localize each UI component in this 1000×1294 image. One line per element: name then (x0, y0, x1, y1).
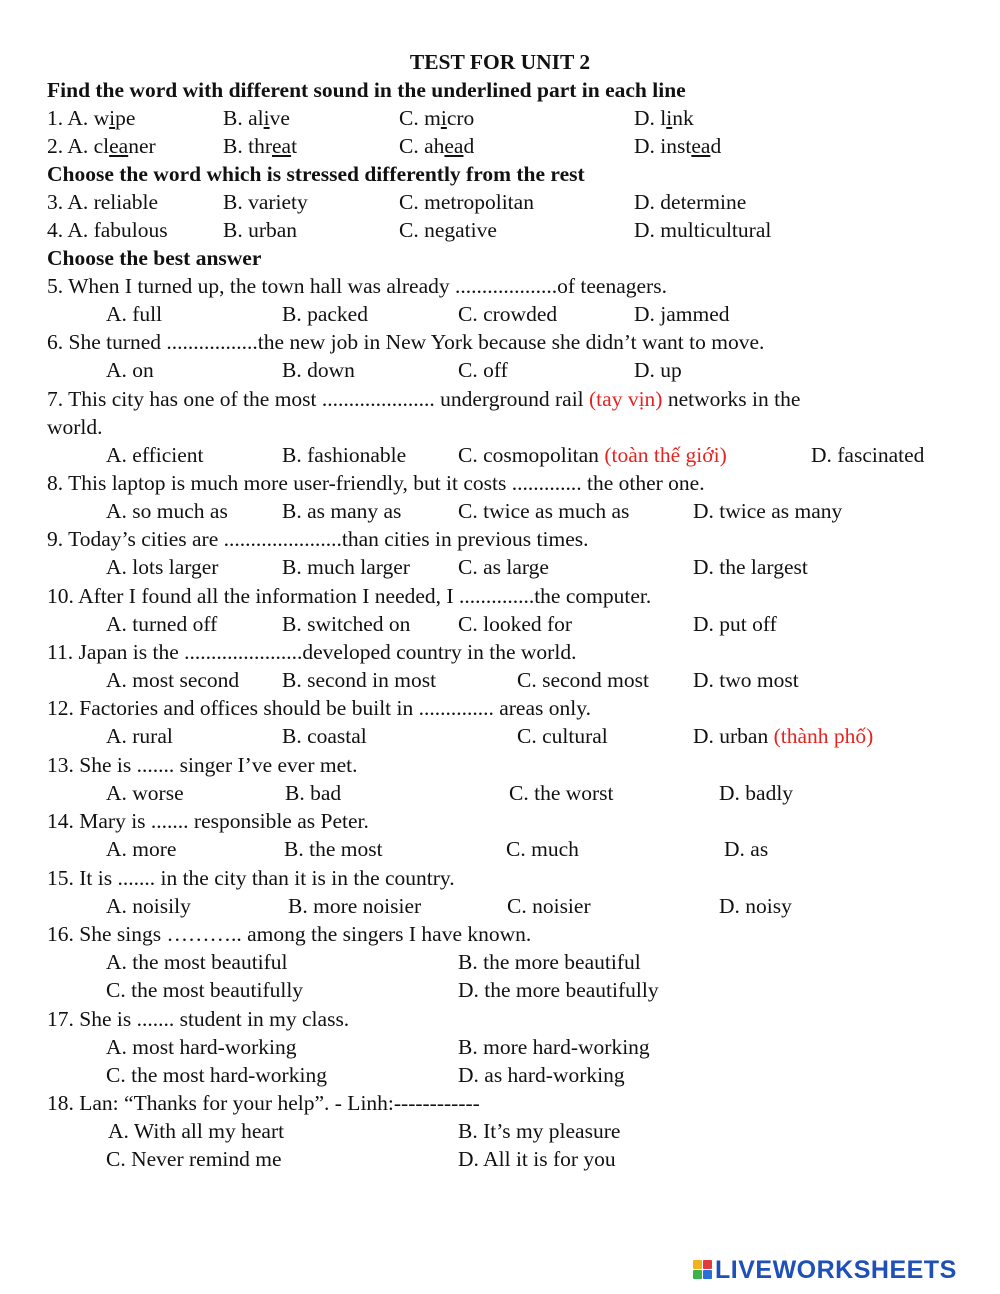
section-heading-stress: Choose the word which is stressed differently from the rest (47, 162, 585, 186)
q2-b-underlined: ea (271, 134, 292, 158)
q7-stem-line2: world. (47, 415, 103, 439)
liveworksheets-logo (693, 1255, 993, 1285)
q14-option-c[interactable]: C. much (506, 837, 579, 861)
q6-option-b[interactable]: B. down (282, 358, 355, 382)
q7-option-b[interactable]: B. fashionable (282, 443, 407, 467)
q7-stem (47, 385, 800, 413)
q9-option-a[interactable]: A. lots larger (106, 555, 219, 579)
q5-option-c[interactable]: C. crowded (458, 302, 558, 326)
q15-stem: 15. It is ....... in the city than it is in the country. (47, 866, 455, 890)
q11-option-d[interactable]: D. two most (693, 668, 799, 692)
q6-option-a[interactable]: A. on (106, 358, 154, 382)
q5-option-a[interactable]: A. full (106, 302, 163, 326)
q2-option-b[interactable] (223, 132, 297, 160)
q7-annotation-rail: (tay vịn) (589, 387, 663, 411)
q15-option-a[interactable]: A. noisily (106, 894, 191, 918)
q17-option-a[interactable]: A. most hard-working (106, 1035, 297, 1059)
q16-option-b[interactable]: B. the more beautiful (458, 950, 641, 974)
q2-c-rest: d (463, 134, 475, 158)
q14-option-b[interactable]: B. the most (284, 837, 383, 861)
q12-option-d[interactable] (693, 722, 873, 750)
q10-option-a[interactable]: A. turned off (106, 612, 218, 636)
q6-option-d[interactable]: D. up (634, 358, 682, 382)
q5-option-d[interactable]: D. jammed (634, 302, 730, 326)
q7-annotation-cosmopolitan: (toàn thế giới) (604, 443, 727, 467)
q1-c-prefix: C. m (399, 106, 441, 130)
q15-option-d[interactable]: D. noisy (719, 894, 792, 918)
q13-option-c[interactable]: C. the worst (509, 781, 614, 805)
q17-option-b[interactable]: B. more hard-working (458, 1035, 650, 1059)
q14-option-a[interactable]: A. more (106, 837, 177, 861)
q6-stem: 6. She turned .................the new job in New York because she didn’t want to move. (47, 330, 765, 354)
q18-option-b[interactable]: B. It’s my pleasure (458, 1119, 621, 1143)
q13-option-b[interactable]: B. bad (285, 781, 342, 805)
q7-option-c-label: C. cosmopolitan (458, 443, 599, 467)
q11-option-c[interactable]: C. second most (517, 668, 649, 692)
logo-cubes-icon (693, 1260, 713, 1280)
q1-d-underlined: i (666, 106, 673, 130)
q10-option-c[interactable]: C. looked for (458, 612, 573, 636)
q3-option-b[interactable]: B. variety (223, 190, 308, 214)
q1-option-b[interactable] (223, 104, 290, 132)
q7-option-a[interactable]: A. efficient (106, 443, 204, 467)
logo-text: LIVEWORKSHEETS (715, 1256, 957, 1284)
section-heading-best-answer: Choose the best answer (47, 246, 262, 270)
q13-stem: 13. She is ....... singer I’ve ever met. (47, 753, 358, 777)
q11-option-b[interactable]: B. second in most (282, 668, 437, 692)
q11-option-a[interactable]: A. most second (106, 668, 240, 692)
q2-b-rest: t (291, 134, 298, 158)
q4-option-d[interactable]: D. multicultural (634, 218, 772, 242)
q10-option-d[interactable]: D. put off (693, 612, 777, 636)
q7-stem-end: networks in the (667, 387, 801, 411)
q1-b-rest: ve (269, 106, 290, 130)
q2-a-rest: ner (128, 134, 156, 158)
q9-stem: 9. Today’s cities are ......................than cities in previous times. (47, 527, 589, 551)
q7-option-c[interactable] (458, 441, 727, 469)
q3-option-c[interactable]: C. metropolitan (399, 190, 534, 214)
q6-option-c[interactable]: C. off (458, 358, 508, 382)
q1-b-underlined: i (263, 106, 270, 130)
q2-c-prefix: C. ah (399, 134, 445, 158)
q12-option-b[interactable]: B. coastal (282, 724, 367, 748)
q18-stem: 18. Lan: “Thanks for your help”. - Linh:------------ (47, 1091, 480, 1115)
q14-stem: 14. Mary is ....... responsible as Peter. (47, 809, 369, 833)
q5-option-b[interactable]: B. packed (282, 302, 368, 326)
q8-option-a[interactable]: A. so much as (106, 499, 228, 523)
q5-stem: 5. When I turned up, the town hall was already ...................of teenagers. (47, 274, 667, 298)
q2-d-underlined: ea (691, 134, 711, 158)
q18-option-d[interactable]: D. All it is for you (458, 1147, 616, 1171)
q11-stem: 11. Japan is the ......................developed country in the world. (47, 640, 577, 664)
q16-option-a[interactable]: A. the most beautiful (106, 950, 288, 974)
q8-option-c[interactable]: C. twice as much as (458, 499, 630, 523)
q18-option-c[interactable]: C. Never remind me (106, 1147, 282, 1171)
q1-c-underlined: i (440, 106, 447, 130)
section-heading-sound: Find the word with different sound in the underlined part in each line (47, 78, 686, 102)
q14-option-d[interactable]: D. as (724, 837, 769, 861)
page-title: TEST FOR UNIT 2 (409, 50, 591, 74)
q10-option-b[interactable]: B. switched on (282, 612, 411, 636)
q3-option-a[interactable]: 3. A. reliable (47, 190, 159, 214)
q1-option-a[interactable] (47, 104, 135, 132)
q1-a-underlined: i (109, 106, 116, 130)
q2-option-c[interactable] (399, 132, 474, 160)
q2-b-prefix: B. thr (223, 134, 272, 158)
q3-option-d[interactable]: D. determine (634, 190, 747, 214)
q4-option-a[interactable]: 4. A. fabulous (47, 218, 168, 242)
q9-option-d[interactable]: D. the largest (693, 555, 808, 579)
q12-stem: 12. Factories and offices should be built in .............. areas only. (47, 696, 591, 720)
q10-stem: 10. After I found all the information I needed, I ..............the computer. (47, 584, 652, 608)
q2-a-prefix: 2. A. cl (47, 134, 110, 158)
q4-option-c[interactable]: C. negative (399, 218, 497, 242)
q1-b-prefix: B. al (223, 106, 264, 130)
q17-stem: 17. She is ....... student in my class. (47, 1007, 350, 1031)
q2-d-rest: d (710, 134, 722, 158)
q12-option-c[interactable]: C. cultural (517, 724, 608, 748)
q2-option-d[interactable] (634, 132, 721, 160)
q1-c-rest: cro (446, 106, 475, 130)
q15-option-b[interactable]: B. more noisier (288, 894, 422, 918)
q7-stem-start: 7. This city has one of the most ..................... underground rail (47, 387, 584, 411)
q1-a-prefix: 1. A. w (47, 106, 110, 130)
q12-annotation-urban: (thành phố) (773, 724, 874, 748)
q1-option-d[interactable] (634, 104, 694, 132)
q8-stem: 8. This laptop is much more user-friendly, but it costs ............. the other one. (47, 471, 705, 495)
q2-d-prefix: D. inst (634, 134, 692, 158)
q15-option-c[interactable]: C. noisier (507, 894, 591, 918)
q17-option-d[interactable]: D. as hard-working (458, 1063, 625, 1087)
q1-option-c[interactable] (399, 104, 474, 132)
q8-option-b[interactable]: B. as many as (282, 499, 402, 523)
q9-option-b[interactable]: B. much larger (282, 555, 410, 579)
q13-option-d[interactable]: D. badly (719, 781, 794, 805)
q16-option-d[interactable]: D. the more beautifully (458, 978, 659, 1002)
q2-a-underlined: ea (109, 134, 129, 158)
q12-option-d-label: D. urban (693, 724, 769, 748)
q2-option-a[interactable] (47, 132, 156, 160)
q16-option-c[interactable]: C. the most beautifully (106, 978, 304, 1002)
q1-d-rest: nk (672, 106, 694, 130)
q2-c-underlined: ea (444, 134, 464, 158)
q9-option-c[interactable]: C. as large (458, 555, 549, 579)
q8-option-d[interactable]: D. twice as many (693, 499, 843, 523)
q16-stem: 16. She sings ……….. among the singers I have known. (47, 922, 532, 946)
q13-option-a[interactable]: A. worse (106, 781, 184, 805)
q4-option-b[interactable]: B. urban (223, 218, 298, 242)
q18-option-a[interactable]: A. With all my heart (108, 1119, 285, 1143)
q1-d-prefix: D. l (634, 106, 667, 130)
q17-option-c[interactable]: C. the most hard-working (106, 1063, 327, 1087)
q7-option-d[interactable]: D. fascinated (811, 443, 925, 467)
q12-option-a[interactable]: A. rural (106, 724, 173, 748)
q1-a-rest: pe (115, 106, 136, 130)
